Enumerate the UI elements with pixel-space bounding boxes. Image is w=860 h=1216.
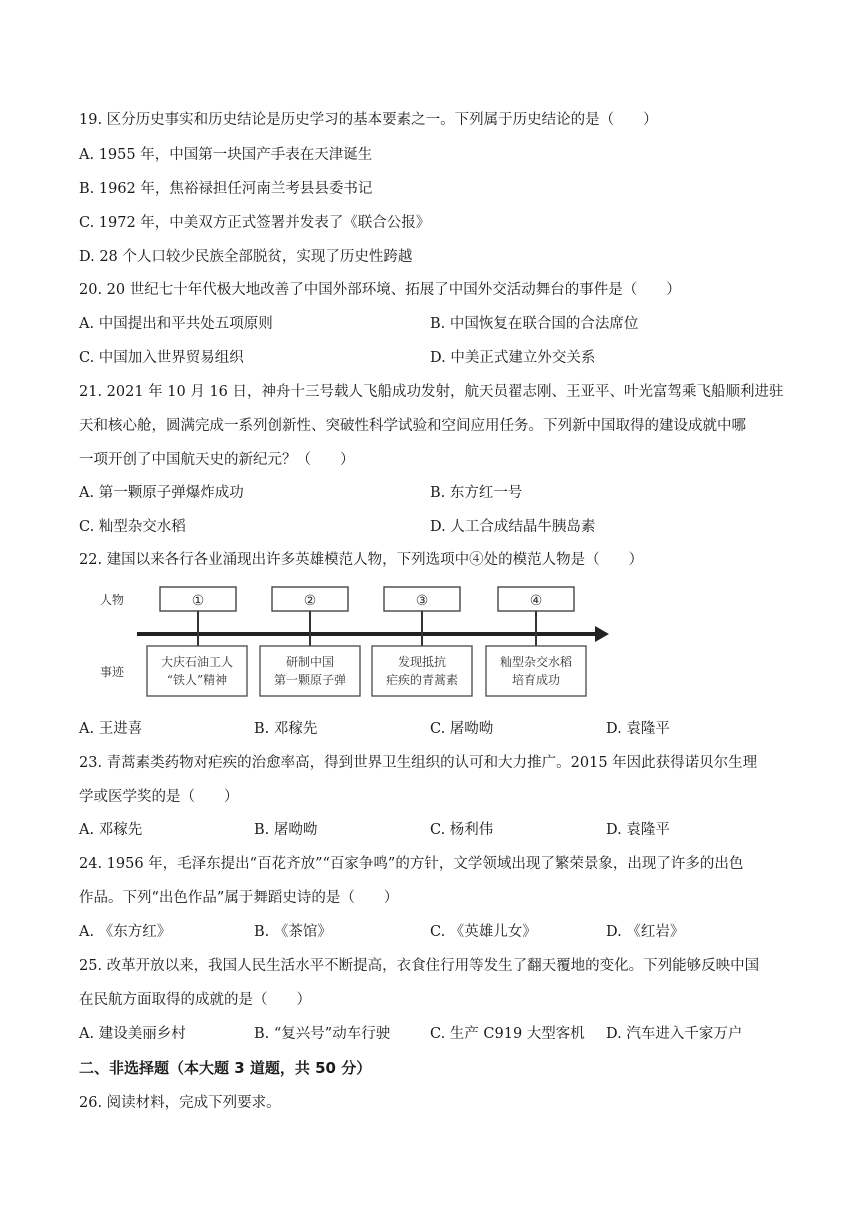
deed-2-line2: 第一颗原子弹	[273, 673, 347, 687]
q24-option-c: C. 《英雄儿女》	[430, 924, 537, 940]
q19-option-b: B. 1962 年，焦裕禄担任河南兰考县县委书记	[79, 181, 373, 197]
deed-2-line1: 研制中国	[285, 655, 335, 669]
person-label-4: ④	[529, 593, 543, 609]
diagram-row-label-deeds: 事迹	[100, 665, 125, 679]
deed-box-3	[372, 646, 472, 696]
q23-stem-line2: 学或医学奖的是（ ）	[79, 789, 239, 805]
deed-3-line1: 发现抵抗	[397, 655, 447, 669]
deed-box-4	[486, 646, 586, 696]
deed-3-line2: 疟疾的青蒿素	[385, 673, 459, 687]
q25-stem-line1: 25. 改革开放以来，我国人民生活水平不断提高，衣食住行用等发生了翻天覆地的变化。下列能够反映中国	[79, 958, 760, 974]
q25-option-b: B. “复兴号”动车行驶	[254, 1026, 391, 1042]
q20-option-a: A. 中国提出和平共处五项原则	[79, 316, 273, 332]
q20-option-d: D. 中美正式建立外交关系	[430, 350, 596, 366]
deed-box-1	[147, 646, 247, 696]
q23-option-c: C. 杨利伟	[430, 822, 494, 838]
q22-option-a: A. 王进喜	[79, 721, 143, 737]
q21-option-b: B. 东方红一号	[430, 485, 523, 501]
q19-stem: 19. 区分历史事实和历史结论是历史学习的基本要素之一。下列属于历史结论的是（ ）	[79, 112, 658, 128]
q19-option-a: A. 1955 年，中国第一块国产手表在天津诞生	[79, 147, 373, 163]
q24-stem-line1: 24. 1956 年，毛泽东提出“百花齐放”“百家争鸣”的方针，文学领域出现了繁荣景象，出现了许多的出色	[79, 856, 744, 872]
deed-4-line1: 籼型杂交水稻	[499, 655, 573, 669]
q22-option-d: D. 袁隆平	[606, 721, 670, 737]
q25-option-d: D. 汽车进入千家万户	[606, 1026, 743, 1042]
q24-option-a: A. 《东方红》	[79, 924, 172, 940]
q23-option-d: D. 袁隆平	[606, 822, 670, 838]
q22-stem: 22. 建国以来各行各业涌现出许多英雄模范人物，下列选项中④处的模范人物是（ ）	[79, 552, 644, 568]
q22-option-c: C. 屠呦呦	[430, 721, 494, 737]
q21-option-a: A. 第一颗原子弹爆炸成功	[79, 485, 244, 501]
q25-stem-line2: 在民航方面取得的成就的是（ ）	[79, 992, 311, 1008]
q20-option-b: B. 中国恢复在联合国的合法席位	[430, 316, 639, 332]
q19-option-c: C. 1972 年，中美双方正式签署并发表了《联合公报》	[79, 215, 431, 231]
deed-1-line2: “铁人”精神	[166, 673, 228, 687]
deed-1-line1: 大庆石油工人	[160, 655, 234, 669]
q25-option-c: C. 生产 C919 大型客机	[430, 1026, 585, 1042]
q22-option-b: B. 邓稼先	[254, 721, 318, 737]
q23-option-b: B. 屠呦呦	[254, 822, 318, 838]
deed-4-line2: 培育成功	[511, 673, 561, 687]
q21-option-c: C. 籼型杂交水稻	[79, 519, 186, 535]
q26-stem: 26. 阅读材料，完成下列要求。	[79, 1095, 281, 1111]
q21-stem-line1: 21. 2021 年 10 月 16 日，神舟十三号载人飞船成功发射，航天员翟志刚、王亚平、叶光富驾乘飞船顺利进驻	[79, 384, 784, 400]
deed-box-2	[260, 646, 360, 696]
q24-option-b: B. 《茶馆》	[254, 924, 332, 940]
q24-stem-line2: 作品。下列“出色作品”属于舞蹈史诗的是（ ）	[79, 890, 399, 906]
section-heading: 二、非选择题（本大题 3 道题，共 50 分）	[79, 1059, 372, 1077]
q19-option-d: D. 28 个人口较少民族全部脱贫，实现了历史性跨越	[79, 249, 413, 265]
q22-timeline-diagram	[95, 584, 615, 702]
timeline-arrow-head	[595, 626, 609, 642]
person-label-1: ①	[191, 593, 205, 609]
q24-option-d: D. 《红岩》	[606, 924, 685, 940]
person-label-2: ②	[303, 593, 317, 609]
q21-option-d: D. 人工合成结晶牛胰岛素	[430, 519, 596, 535]
q20-stem: 20. 20 世纪七十年代极大地改善了中国外部环境、拓展了中国外交活动舞台的事件是（ ）	[79, 282, 681, 298]
q21-stem-line2: 天和核心舱，圆满完成一系列创新性、突破性科学试验和空间应用任务。下列新中国取得的建设成就中哪	[79, 418, 746, 434]
q23-stem-line1: 23. 青蒿素类药物对疟疾的治愈率高，得到世界卫生组织的认可和大力推广。2015 年因此获得诺贝尔生理	[79, 755, 758, 771]
q25-option-a: A. 建设美丽乡村	[79, 1026, 186, 1042]
q21-stem-line3: 一项开创了中国航天史的新纪元？（ ）	[79, 452, 355, 468]
q23-option-a: A. 邓稼先	[79, 822, 143, 838]
person-label-3: ③	[415, 593, 429, 609]
q20-option-c: C. 中国加入世界贸易组织	[79, 350, 244, 366]
diagram-row-label-people: 人物	[100, 593, 125, 607]
